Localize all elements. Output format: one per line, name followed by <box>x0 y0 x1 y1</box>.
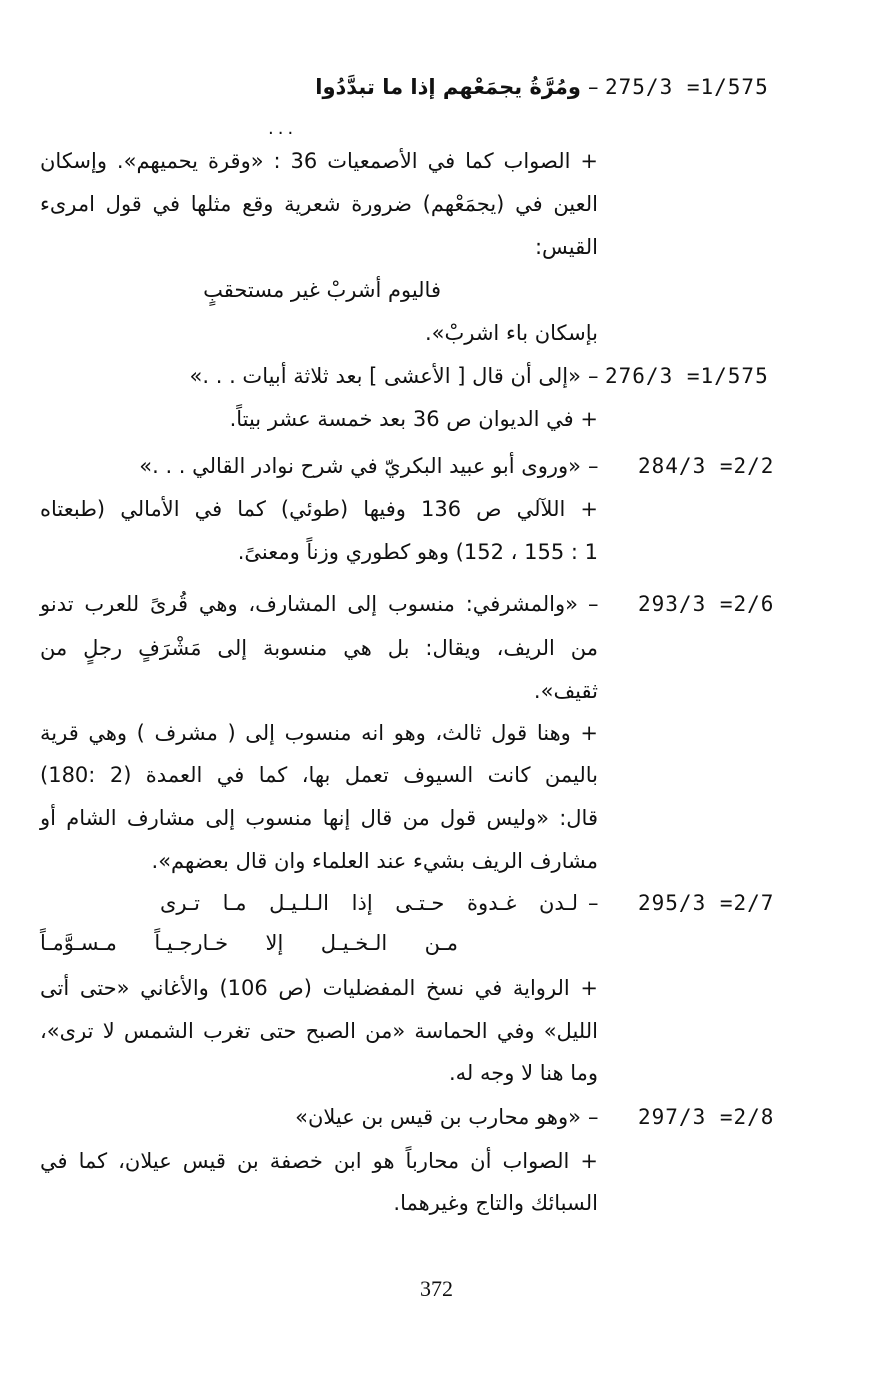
dash-mark: – <box>588 1105 599 1129</box>
dash-mark: – <box>588 592 599 616</box>
dash-mark: – <box>588 75 599 99</box>
entry-heading: ومُرَّةُ يجمَعْهم إذا ما تبدَّدُوا <box>315 75 581 99</box>
dash-mark: – <box>588 891 599 915</box>
verse-line: مـن الـخـيـل إلا خـارجـيـاً مـسـوَّمـاً <box>40 931 458 955</box>
text-line: بإسكان باء اشربْ». <box>424 321 598 345</box>
verse-line: فاليوم أشربْ غير مستحقبٍ <box>203 278 441 302</box>
text-line: + الصواب كما في الأصمعيات 36 : «وقرة يحميهم». وإسكان <box>40 149 598 173</box>
text-line: 1 : 155 ، 152) وهو كطوري وزناً ومعنىً. <box>237 540 598 564</box>
ellipsis: ... <box>268 118 298 139</box>
dash-mark: – <box>588 454 599 478</box>
entry-ref: 297/3 =2/8 <box>638 1105 775 1129</box>
text-line: + في الديوان ص 36 بعد خمسة عشر بيتاً. <box>229 407 598 431</box>
entry-ref: 284/3 =2/2 <box>638 454 775 478</box>
entry-ref: 295/3 =2/7 <box>638 891 775 915</box>
text-line: العين في (يجمَعْهم) ضرورة شعرية وقع مثلها في قول امرىء <box>40 192 598 216</box>
entry-ref: 275/3 =1/575 <box>605 75 769 99</box>
verse-line: لـدن غـدوة حـتـى إذا الـلـيـل مـا تـرى <box>160 891 578 915</box>
text-line: + الرواية في نسخ المفضليات (ص 106) والأغاني «حتى أتى <box>40 976 598 1000</box>
entry-heading: «وروى أبو عبيد البكريّ في شرح نوادر القالي . . .» <box>139 454 581 478</box>
text-line: + اللآلي ص 136 وفيها (طوئي) كما في الأمالي (طبعتاه <box>40 497 598 521</box>
text-line: + الصواب أن محارباً هو ابن خصفة بن قيس عيلان، كما في <box>40 1149 598 1173</box>
entry-heading: «إلى أن قال [ الأعشى ] بعد ثلاثة أبيات . . .» <box>189 364 581 388</box>
text-line: السبائك والتاج وغيرهما. <box>393 1191 598 1215</box>
entry-heading: «وهو محارب بن قيس بن عيلان» <box>295 1105 581 1129</box>
text-line: قال: «وليس قول من قال إنها منسوب إلى مشارف الشام أو <box>40 806 598 830</box>
text-line: وما هنا لا وجه له. <box>449 1061 598 1085</box>
text-line: مشارف الريف بشيء عند العلماء وان قال بعضهم». <box>151 849 598 873</box>
page-number: 372 <box>420 1276 453 1301</box>
entry-ref: 276/3 =1/575 <box>605 364 769 388</box>
text-line: ثقيف». <box>533 679 598 703</box>
entry-ref: 293/3 =2/6 <box>638 592 775 616</box>
text-line: من الريف، ويقال: بل هي منسوبة إلى مَشْرَفٍ رجلٍ من <box>40 636 598 660</box>
text-line: القيس: <box>534 235 598 259</box>
text-line: الليل» وفي الحماسة «من الصبح حتى تغرب الشمس لا ترى»، <box>40 1019 598 1043</box>
text-line: باليمن كانت السيوف تعمل بها، كما في العمدة (2 :180) <box>40 763 598 787</box>
entry-heading: «والمشرفي: منسوب إلى المشارف، وهي قُرىً للعرب تدنو <box>40 592 578 616</box>
text-line: + وهنا قول ثالث، وهو انه منسوب إلى ( مشرف ) وهي قرية <box>40 721 598 745</box>
dash-mark: – <box>588 364 599 388</box>
